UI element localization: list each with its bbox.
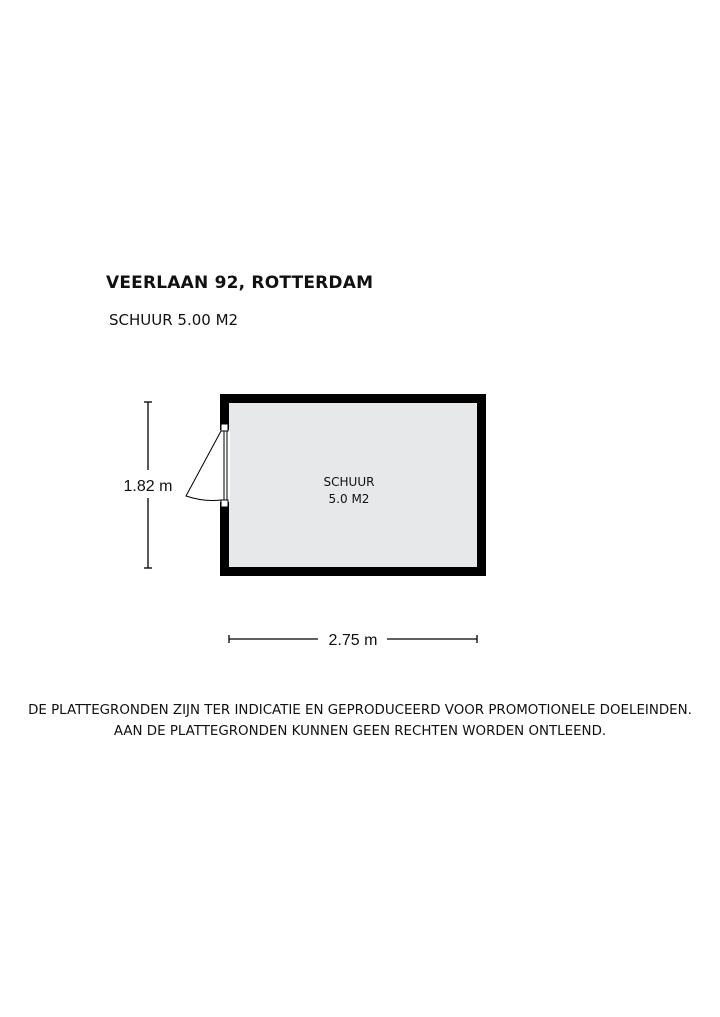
page-subtitle: SCHUUR 5.00 M2 — [109, 311, 239, 329]
room-area-label: 5.0 M2 — [328, 492, 370, 506]
page-title: VEERLAAN 92, ROTTERDAM — [106, 273, 374, 293]
door-swing-arc — [186, 431, 221, 501]
door-jamb-bottom — [221, 500, 228, 507]
disclaimer-line-1: DE PLATTEGRONDEN ZIJN TER INDICATIE EN GEPRODUCEERD VOOR PROMOTIONELE DOELEINDEN. — [28, 703, 692, 718]
disclaimer-line-2: AAN DE PLATTEGRONDEN KUNNEN GEEN RECHTEN WORDEN ONTLEEND. — [113, 724, 607, 739]
height-dimension-label: 1.82 m — [123, 478, 173, 495]
door-jamb-top — [221, 424, 228, 431]
width-dimension-label: 2.75 m — [328, 632, 378, 649]
room-name-label: SCHUUR — [323, 475, 375, 489]
